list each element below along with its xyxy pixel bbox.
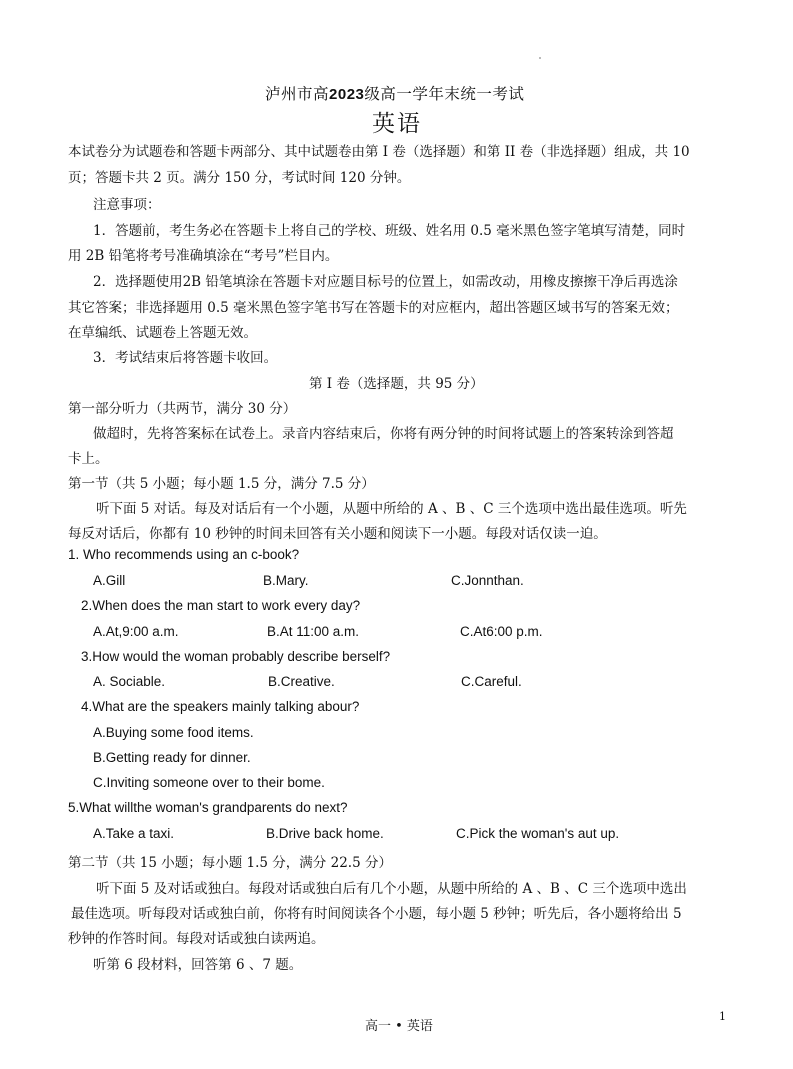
section1-instruction-line-2: 每反对话后，你都有 10 秒钟的时间未回答有关小题和阅读下一小题。每段对话仅读一迫。 bbox=[68, 526, 607, 542]
question-3-option-b: B.Creative. bbox=[268, 674, 335, 689]
question-4: 4.What are the speakers mainly talking abour? bbox=[81, 699, 360, 714]
exam-title-prefix: 泸州市高 bbox=[265, 85, 330, 103]
question-1-option-a: A.Gill bbox=[93, 573, 126, 588]
note-1-line-2: 用 2B 铅笔将考号准确填涂在“考号”栏目内。 bbox=[68, 248, 339, 264]
note-2-line-3: 在草编纸、试题卷上答题无效。 bbox=[68, 325, 257, 341]
question-4-option-b: B.Getting ready for dinner. bbox=[93, 750, 251, 765]
note-2-line-2: 其它答案；非选择题用 0.5 毫米黑色签字笔书写在答题卡的对应框内，超出答题区域书写的答案无效； bbox=[68, 300, 679, 316]
note-3: 3．考试结束后将答题卡收回。 bbox=[93, 350, 278, 366]
question-5-option-a: A.Take a taxi. bbox=[93, 826, 175, 841]
exam-title-suffix: 级高一学年末统一考试 bbox=[364, 85, 525, 103]
listening-instruction-line-2: 卡上。 bbox=[68, 451, 109, 467]
section2-heading: 第二节（共 15 小题；每小题 1.5 分，满分 22.5 分） bbox=[68, 855, 392, 871]
question-1-option-b: B.Mary. bbox=[263, 573, 309, 588]
section2-instruction-line-1: 听下面 5 及对话或独白。每段对话或独白后有几个小题，从题中所给的 A 、B 、C 三个选项中选出 bbox=[96, 881, 687, 897]
question-3-option-c: C.Careful. bbox=[461, 674, 522, 689]
section2-instruction-line-2: 最佳选项。听每段对话或独白前，你将有时间阅读各个小题，每小题 5 秒钟；听先后，各小题将给出 5 bbox=[71, 906, 682, 922]
question-4-option-c: C.Inviting someone over to their bome. bbox=[93, 775, 325, 790]
question-2-option-b: B.At 11:00 a.m. bbox=[267, 624, 360, 639]
question-3-option-a: A. Sociable. bbox=[93, 674, 166, 689]
question-4-option-a: A.Buying some food items. bbox=[93, 725, 254, 740]
subject-title: 英语 bbox=[372, 111, 422, 137]
section2-material-6: 听第 6 段材料，回答第 6 、7 题。 bbox=[93, 957, 303, 973]
listening-section-heading: 第一部分听力（共两节，满分 30 分） bbox=[68, 401, 297, 417]
part1-heading: 第 I 卷（选择题，共 95 分） bbox=[309, 376, 484, 392]
section1-instruction-line-1: 听下面 5 对话。每及对话后有一个小题，从题中所给的 A 、B 、C 三个选项中选出最佳选项。听先 bbox=[96, 501, 687, 517]
note-2-line-1: 2．选择题使用2B 铅笔填涂在答题卡对应题目标号的位置上，如需改动，用橡皮擦擦干净后再选涂 bbox=[93, 274, 678, 290]
intro-line-1: 本试卷分为试题卷和答题卡两部分、其中试题卷由第 I 卷（选择题）和第 II 卷（非选择题）组成，共 10 bbox=[68, 144, 690, 160]
notes-heading: 注意事项： bbox=[93, 197, 161, 213]
footer-label: 高一 • 英语 bbox=[365, 1019, 433, 1034]
note-1-line-1: 1．答题前，考生务必在答题卡上将自己的学校、班级、姓名用 0.5 毫米黑色签字笔填写清楚，同时 bbox=[93, 223, 686, 239]
question-2-option-c: C.At6:00 p.m. bbox=[460, 624, 543, 639]
question-3: 3.How would the woman probably describe berself? bbox=[81, 649, 391, 664]
scan-speck bbox=[539, 57, 541, 59]
question-2-option-a: A.At,9:00 a.m. bbox=[93, 624, 179, 639]
intro-line-2: 页；答题卡共 2 页。满分 150 分，考试时间 120 分钟。 bbox=[68, 170, 411, 186]
question-5-option-b: B.Drive back home. bbox=[266, 826, 384, 841]
page-number: 1 bbox=[719, 1010, 726, 1023]
question-1: 1. Who recommends using an c-book? bbox=[68, 547, 300, 562]
section1-heading: 第一节（共 5 小题；每小题 1.5 分，满分 7.5 分） bbox=[68, 476, 375, 492]
exam-title bbox=[265, 82, 524, 104]
listening-instruction-line-1: 做超时，先将答案标在试卷上。录音内容结束后，你将有两分钟的时间将试题上的答案转涂到答超 bbox=[93, 426, 674, 442]
question-1-option-c: C.Jonnthan. bbox=[451, 573, 524, 588]
question-5: 5.What willthe woman's grandparents do next? bbox=[68, 800, 348, 815]
question-2: 2.When does the man start to work every day? bbox=[81, 598, 361, 613]
section2-instruction-line-3: 秒钟的作答时间。每段对话或独白读两追。 bbox=[68, 931, 325, 947]
exam-title-year: 2023 bbox=[329, 86, 365, 103]
question-5-option-c: C.Pick the woman's aut up. bbox=[456, 826, 620, 841]
